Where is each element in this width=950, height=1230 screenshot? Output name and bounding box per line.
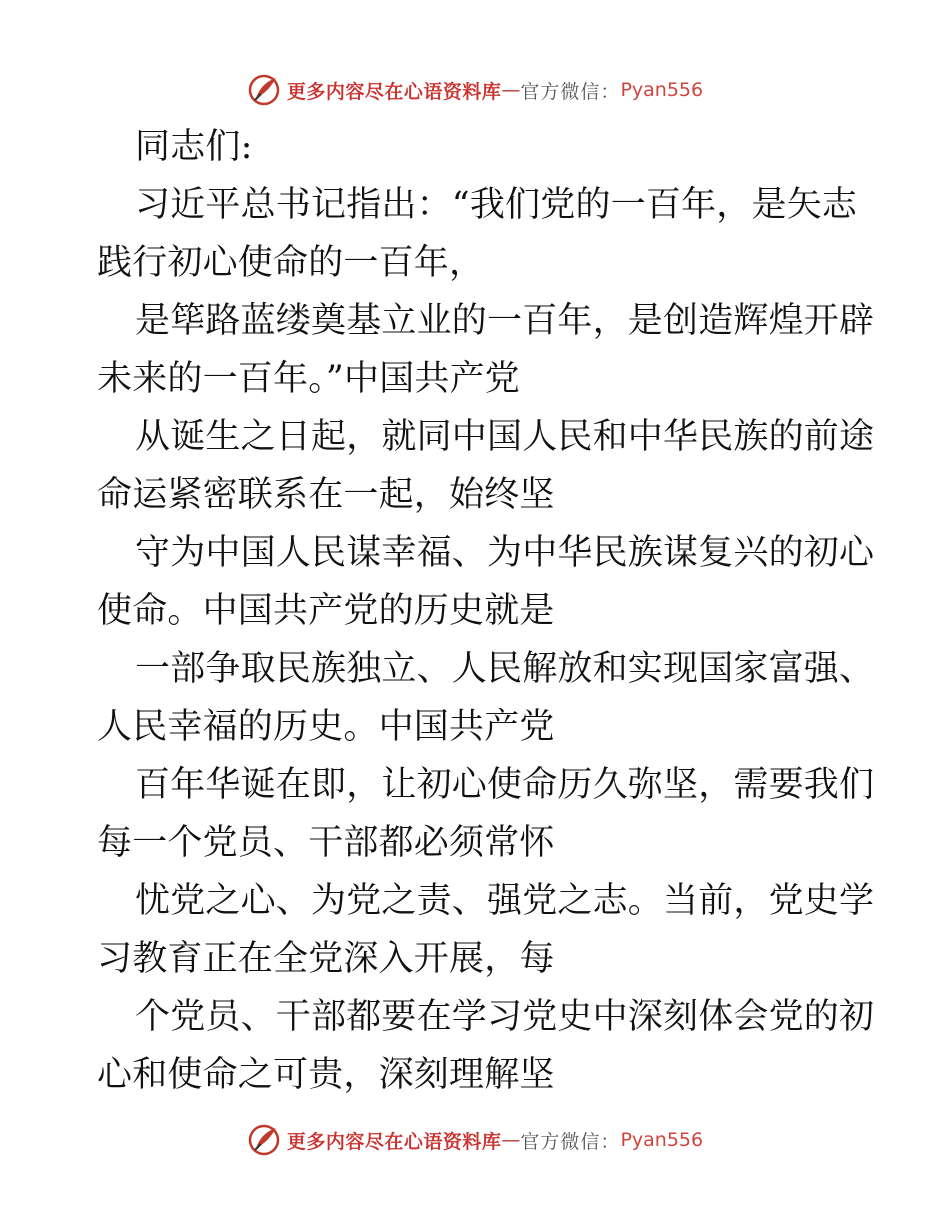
footer-banner-text — [287, 1127, 703, 1154]
banner-promo-text: 更多内容尽在心语资料库 — [286, 1130, 502, 1153]
document-body — [97, 118, 875, 1104]
body-line: 践行初心使命的一百年， — [97, 243, 485, 283]
banner-wechat-id: Pyan556 — [620, 79, 704, 101]
footer-banner — [0, 1120, 950, 1160]
feather-pen-logo-icon — [247, 1123, 281, 1157]
banner-wechat-id: Pyan556 — [620, 1129, 704, 1151]
body-line: 守为中国人民谋幸福、为中华民族谋复兴的初心 — [135, 533, 875, 573]
body-line: 心和使命之可贵，深刻理解坚 — [97, 1055, 555, 1095]
body-line: 是筚路蓝缕奠基立业的一百年，是创造辉煌开辟 — [135, 301, 875, 341]
header-banner-text — [287, 77, 703, 104]
banner-dash: — — [501, 1129, 521, 1151]
body-line: 每一个党员、干部都必须常怀 — [97, 823, 555, 863]
body-line: 忧党之心、为党之责、强党之志。当前，党史学 — [135, 881, 875, 921]
body-line: 同志们: — [135, 127, 253, 167]
feather-pen-logo-icon — [247, 73, 281, 107]
body-line: 未来的一百年。”中国共产党 — [97, 359, 520, 399]
body-line: 百年华诞在即，让初心使命历久弥坚，需要我们 — [135, 765, 875, 805]
body-line: 习教育正在全党深入开展，每 — [97, 939, 555, 979]
body-line: 从诞生之日起，就同中国人民和中华民族的前途 — [135, 417, 875, 457]
body-line: 个党员、干部都要在学习党史中深刻体会党的初 — [135, 997, 875, 1037]
banner-dash: — — [501, 79, 521, 101]
body-line: 使命。中国共产党的历史就是 — [97, 591, 555, 631]
header-banner — [0, 70, 950, 110]
body-line: 命运紧密联系在一起，始终坚 — [97, 475, 555, 515]
banner-wechat-label: 官方微信： — [520, 80, 621, 103]
banner-wechat-label: 官方微信： — [520, 1130, 621, 1153]
body-line: 一部争取民族独立、人民解放和实现国家富强、 — [135, 649, 875, 689]
body-line: 习近平总书记指出：“我们党的一百年，是矢志 — [135, 185, 858, 225]
body-line: 人民幸福的历史。中国共产党 — [97, 707, 555, 747]
banner-promo-text: 更多内容尽在心语资料库 — [286, 80, 502, 103]
